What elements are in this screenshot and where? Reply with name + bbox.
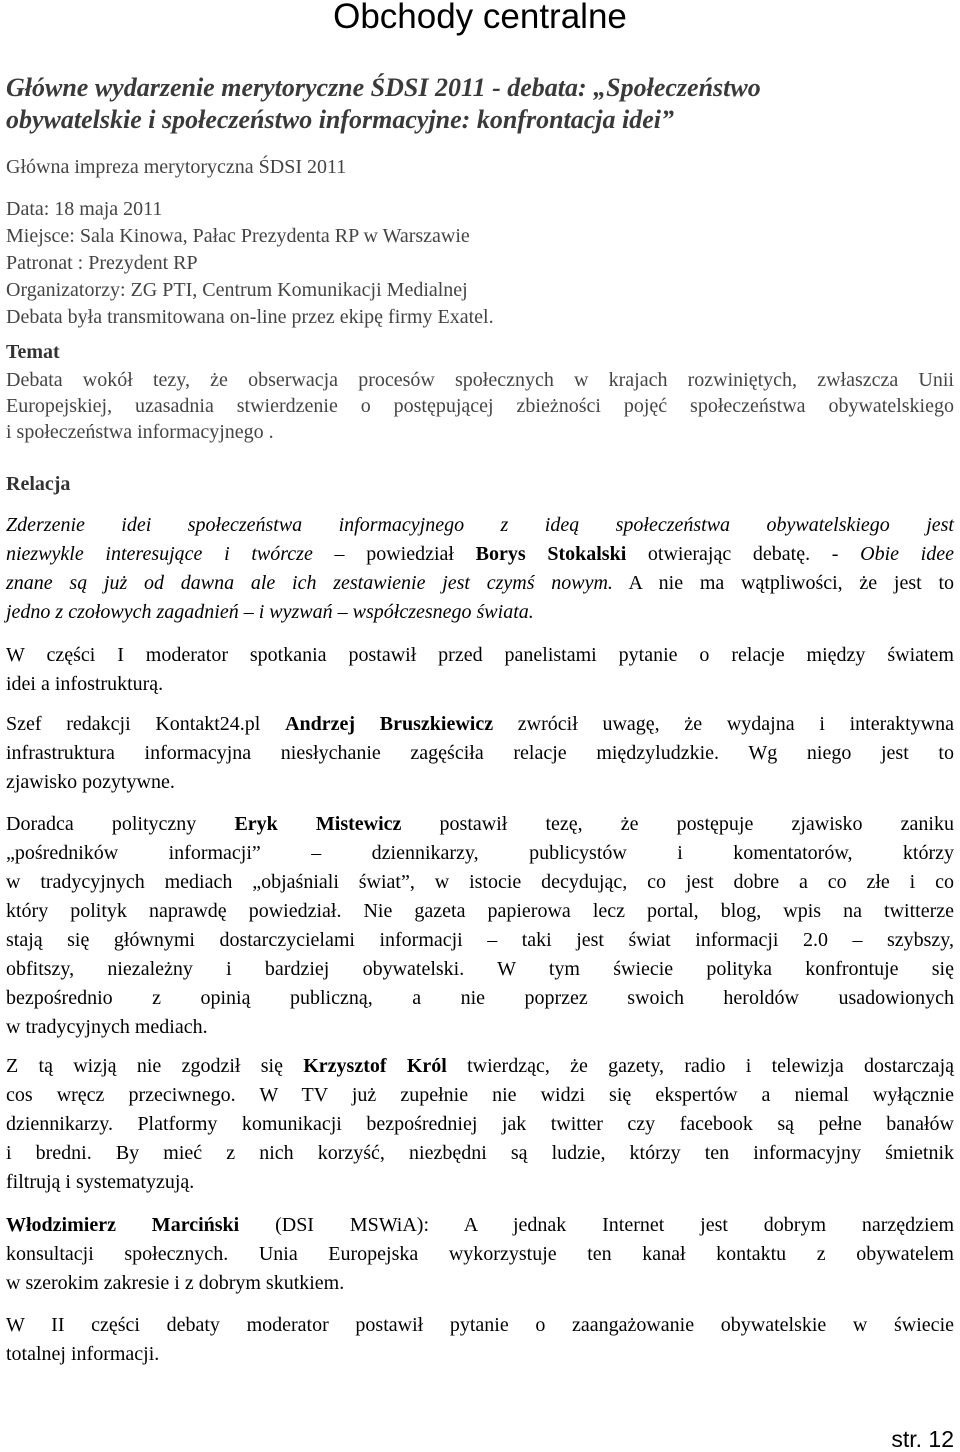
- page-title: Obchody centralne: [333, 0, 627, 36]
- paragraph: [6, 810, 954, 1042]
- paragraph: [6, 1311, 954, 1369]
- event-heading: [6, 72, 954, 136]
- info-date: Data: 18 maja 2011: [6, 198, 163, 220]
- paragraph-line: niezwykle interesujące i twórcze – powiedział Borys Stokalski otwierając debatę. - Obie idee: [6, 543, 954, 565]
- info-organizers: Organizatorzy: ZG PTI, Centrum Komunikacji Medialnej: [6, 279, 468, 301]
- event-heading-line: Główne wydarzenie merytoryczne ŚDSI 2011 - debata: „Społeczeństwo: [6, 73, 761, 102]
- paragraph-line: infrastruktura informacyjna niesłychanie zagęściła relacje międzyludzkie. Wg niego jest to: [6, 742, 954, 764]
- paragraph-line: w tradycyjnych mediach.: [6, 1016, 208, 1038]
- paragraph: [6, 710, 954, 797]
- section-label-temat: Temat: [6, 341, 60, 363]
- paragraph-line: dziennikarzy. Platformy komunikacji bezpośredniej jak twitter czy facebook są pełne banałów: [6, 1113, 954, 1135]
- paragraph-line: który polityk naprawdę powiedział. Nie gazeta papierowa lecz portal, blog, wpis na twitterze: [6, 900, 954, 922]
- info-patron: Patronat : Prezydent RP: [6, 252, 198, 274]
- temat-line: Debata wokół tezy, że obserwacja procesów społecznych w krajach rozwiniętych, zwłaszcza Unii: [6, 369, 954, 391]
- paragraph-line: Zderzenie idei społeczeństwa informacyjnego z ideą społeczeństwa obywatelskiego jest: [6, 514, 954, 536]
- paragraph-quote: [6, 511, 954, 627]
- paragraph-line: Z tą wizją nie zgodził się Krzysztof Król twierdząc, że gazety, radio i telewizja dostarczają: [6, 1055, 954, 1077]
- temat-line: Europejskiej, uzasadnia stwierdzenie o postępującej zbieżności pojęć społeczeństwa obywatelskiego: [6, 395, 954, 417]
- speaker-name: Krzysztof Król: [303, 1055, 447, 1077]
- paragraph-line: w szerokim zakresie i z dobrym skutkiem.: [6, 1272, 345, 1294]
- paragraph-line: totalnej informacji.: [6, 1343, 160, 1365]
- paragraph-line: stają się głównymi dostarczycielami informacji – taki jest świat informacji 2.0 – szybszy,: [6, 929, 954, 951]
- speaker-name: Włodzimierz Marciński: [6, 1214, 240, 1236]
- info-place: Miejsce: Sala Kinowa, Pałac Prezydenta RP w Warszawie: [6, 225, 470, 247]
- event-subtitle: Główna impreza merytoryczna ŚDSI 2011: [6, 156, 347, 178]
- speaker-name: Borys Stokalski: [475, 543, 627, 565]
- paragraph-line: W II części debaty moderator postawił pytanie o zaangażowanie obywatelskie w świecie: [6, 1314, 954, 1336]
- page-number: str. 12: [891, 1426, 954, 1452]
- section-label-relacja: Relacja: [6, 473, 71, 495]
- paragraph-line: cos wręcz przeciwnego. W TV już zupełnie nie widzi się ekspertów a niemal wyłącznie: [6, 1084, 954, 1106]
- paragraph-line: idei a infostrukturą.: [6, 673, 164, 695]
- temat-line: i społeczeństwa informacyjnego .: [6, 421, 274, 443]
- speaker-name: Eryk Mistewicz: [234, 813, 402, 835]
- event-info: [6, 196, 494, 331]
- paragraph-line: konsultacji społecznych. Unia Europejska wykorzystuje ten kanał kontaktu z obywatelem: [6, 1243, 954, 1265]
- paragraph: [6, 1052, 954, 1197]
- paragraph-line: jedno z czołowych zagadnień – i wyzwań – współczesnego świata.: [6, 601, 534, 623]
- event-heading-line: obywatelskie i społeczeństwo informacyjne: konfrontacja idei”: [6, 105, 675, 134]
- paragraph-line: Doradca polityczny Eryk Mistewicz postawił tezę, że postępuje zjawisko zaniku: [6, 813, 954, 835]
- paragraph-line: znane są już od dawna ale ich zestawienie jest czymś nowym. A nie ma wątpliwości, że jest to: [6, 572, 954, 594]
- temat-text: [6, 367, 954, 445]
- paragraph-line: „pośredników informacji” – dziennikarzy, publicystów i komentatorów, którzy: [6, 842, 954, 864]
- paragraph-line: Szef redakcji Kontakt24.pl Andrzej Bruszkiewicz zwrócił uwagę, że wydajna i interaktywna: [6, 713, 955, 735]
- paragraph: [6, 641, 954, 699]
- info-broadcast: Debata była transmitowana on-line przez ekipę firmy Exatel.: [6, 306, 494, 328]
- paragraph-line: obfitszy, niezależny i bardziej obywatelski. W tym świecie polityka konfrontuje się: [6, 958, 954, 980]
- paragraph-line: Włodzimierz Marciński (DSI MSWiA): A jednak Internet jest dobrym narzędziem: [6, 1214, 955, 1236]
- paragraph-line: zjawisko pozytywne.: [6, 771, 175, 793]
- speaker-name: Andrzej Bruszkiewicz: [285, 713, 494, 735]
- paragraph-line: i bredni. By mieć z nich korzyść, niezbędni są ludzie, którzy ten informacyjny śmietnik: [6, 1142, 954, 1164]
- paragraph: [6, 1211, 954, 1298]
- paragraph-line: bezpośrednio z opinią publiczną, a nie poprzez swoich heroldów usadowionych: [6, 987, 954, 1009]
- paragraph-line: w tradycyjnych mediach „objaśniali świat”, w istocie decydując, co jest dobre a co złe i co: [6, 871, 954, 893]
- paragraph-line: filtrują i systematyzują.: [6, 1171, 195, 1193]
- paragraph-line: W części I moderator spotkania postawił przed panelistami pytanie o relacje między światem: [6, 644, 954, 666]
